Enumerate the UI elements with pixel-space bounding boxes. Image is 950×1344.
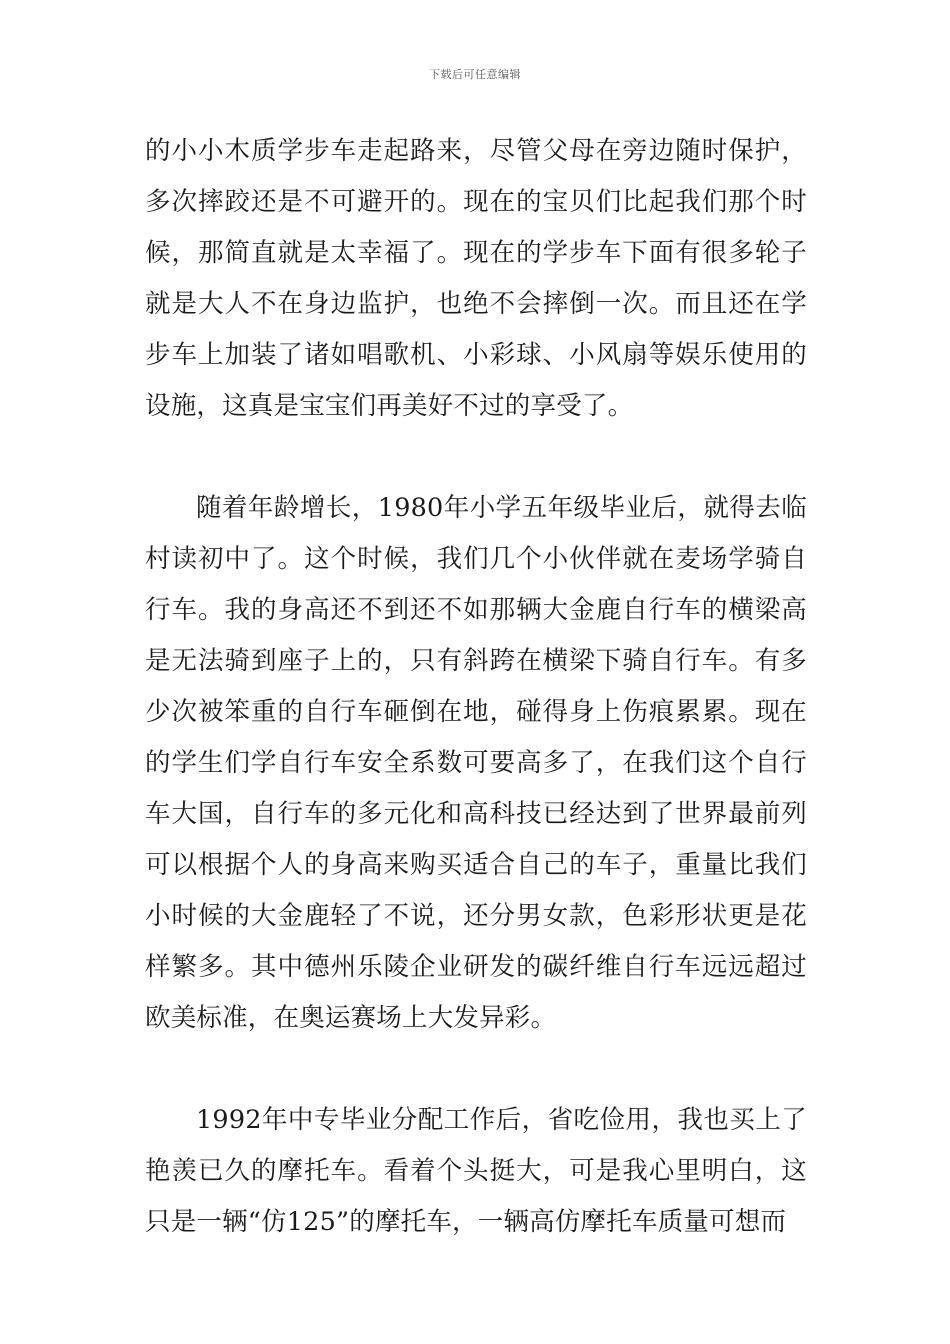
paragraph-spacer: [145, 432, 807, 483]
paragraph-2: 随着年龄增长，1980年小学五年级毕业后，就得去临村读初中了。这个时候，我们几个小伙伴就在麦场学骑自行车。我的身高还不到还不如那辆大金鹿自行车的横梁高是无法骑到座子上的，只有斜跨在横梁下骑自行车。有多少次被笨重的自行车砸倒在地，碰得身上伤痕累累。现在的学生们学自行车安全系数可要高多了，在我们这个自行车大国，自行车的多元化和高科技已经达到了世界最前列可以根据个人的身高来购买适合自己的车子，重量比我们小时候的大金鹿轻了不说，还分男女款，色彩形状更是花样繁多。其中德州乐陵企业研发的碳纤维自行车远远超过欧美标准，在奥运赛场上大发异彩。: [145, 493, 807, 1033]
page-header: 下载后可任意编辑: [429, 68, 521, 81]
paragraph-spacer: [145, 1044, 807, 1095]
paragraph-3: 1992年中专毕业分配工作后，省吃俭用，我也买上了艳羡已久的摩托车。看着个头挺大，可是我心里明白，这只是一辆“仿125”的摩托车，一辆高仿摩托车质量可想而: [145, 1105, 807, 1237]
document-body: [145, 126, 807, 1248]
paragraph-1: 的小小木质学步车走起路来，尽管父母在旁边随时保护，多次摔跤还是不可避开的。现在的宝贝们比起我们那个时候，那简直就是太幸福了。现在的学步车下面有很多轮子就是大人不在身边监护，也绝不会摔倒一次。而且还在学步车上加装了诸如唱歌机、小彩球、小风扇等娱乐使用的设施，这真是宝宝们再美好不过的享受了。: [145, 136, 807, 421]
